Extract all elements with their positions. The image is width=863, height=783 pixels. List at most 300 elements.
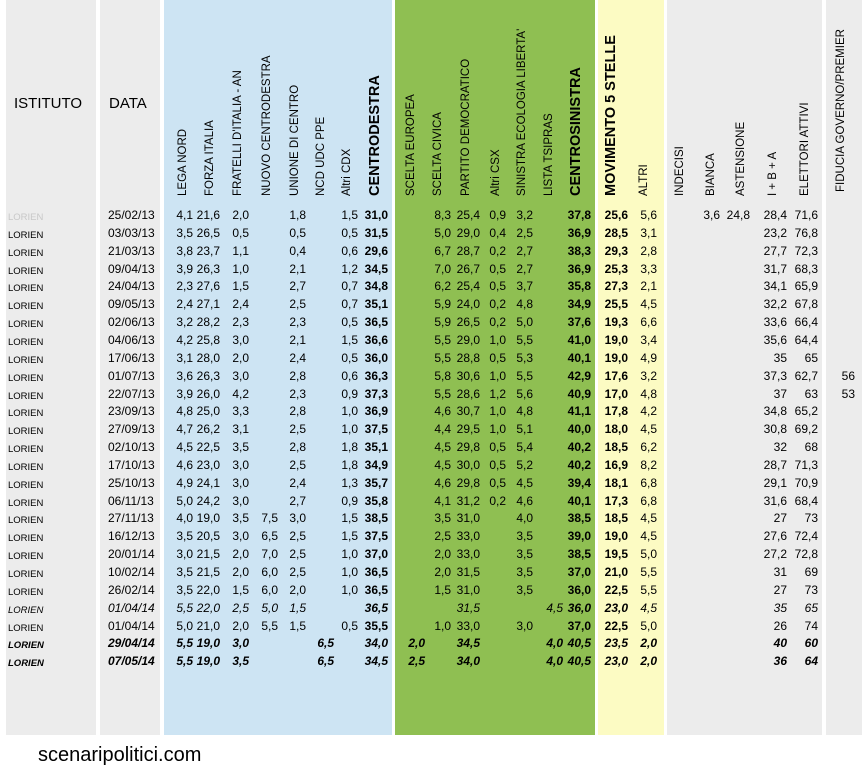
value-cell-cdx: 34,9 xyxy=(364,458,388,472)
value-cell-pd: 26,5 xyxy=(456,315,480,329)
value-cell-se: 2,5 xyxy=(408,654,425,668)
value-cell-csx: 41,0 xyxy=(567,333,591,347)
value-cell-cdx: 34,8 xyxy=(364,279,388,293)
value-cell-fi: 23,0 xyxy=(196,458,220,472)
table-row xyxy=(0,208,863,225)
value-cell-altricdx: 0,9 xyxy=(341,387,358,401)
value-cell-pd: 34,5 xyxy=(456,636,480,650)
column-header-pd: PARTITO DEMOCRATICO xyxy=(460,58,472,196)
value-cell-udc: 0,4 xyxy=(289,244,306,258)
value-cell-altricdx: 0,9 xyxy=(341,494,358,508)
value-cell-pd: 28,8 xyxy=(456,351,480,365)
value-cell-m5s: 22,5 xyxy=(604,583,628,597)
value-cell-altricdx: 1,8 xyxy=(341,458,358,472)
date-cell: 24/04/13 xyxy=(108,279,155,293)
value-cell-ibaa: 31,7 xyxy=(763,262,787,276)
column-header-ncd: NUOVO CENTRODESTRA xyxy=(261,55,273,196)
istituto-cell: LORIEN xyxy=(8,248,44,259)
data-header: DATA xyxy=(109,95,147,112)
value-cell-altri: 4,5 xyxy=(640,297,657,311)
value-cell-sel: 5,3 xyxy=(516,351,533,365)
value-cell-csx: 38,3 xyxy=(567,244,591,258)
value-cell-fi: 26,5 xyxy=(196,226,220,240)
value-cell-cdx: 37,3 xyxy=(364,387,388,401)
column-header-indecisi: INDECISI xyxy=(674,146,686,196)
value-cell-fdi: 3,0 xyxy=(232,476,249,490)
value-cell-lega: 3,5 xyxy=(176,583,193,597)
column-header-se: SCELTA EUROPEA xyxy=(405,94,417,196)
value-cell-altricsx: 0,5 xyxy=(489,351,506,365)
table-row xyxy=(0,583,863,600)
value-cell-fi: 27,1 xyxy=(196,297,220,311)
date-cell: 17/06/13 xyxy=(108,351,155,365)
column-header-sel: SINISTRA ECOLOGIA LIBERTA' xyxy=(516,28,528,196)
value-cell-fdi: 3,5 xyxy=(232,654,249,668)
value-cell-csx: 34,9 xyxy=(567,297,591,311)
value-cell-sc: 2,0 xyxy=(434,565,451,579)
value-cell-altri: 4,5 xyxy=(640,601,657,615)
value-cell-altri: 5,5 xyxy=(640,583,657,597)
value-cell-lega: 4,9 xyxy=(176,476,193,490)
column-header-astensione: ASTENSIONE xyxy=(735,121,747,196)
value-cell-pd: 25,4 xyxy=(456,279,480,293)
value-cell-sc: 4,5 xyxy=(434,458,451,472)
value-cell-m5s: 29,3 xyxy=(604,244,628,258)
value-cell-elettori: 72,4 xyxy=(794,529,818,543)
value-cell-elettori: 69 xyxy=(804,565,818,579)
istituto-cell: LORIEN xyxy=(8,212,44,223)
value-cell-cdx: 38,5 xyxy=(364,511,388,525)
value-cell-sel: 4,5 xyxy=(516,476,533,490)
value-cell-altri: 5,0 xyxy=(640,619,657,633)
value-cell-ibaa: 29,1 xyxy=(763,476,787,490)
value-cell-ibaa: 27,7 xyxy=(763,244,787,258)
column-header-lega: LEGA NORD xyxy=(177,128,189,196)
value-cell-elettori: 63 xyxy=(804,387,818,401)
table-row xyxy=(0,529,863,546)
value-cell-fi: 21,5 xyxy=(196,547,220,561)
value-cell-ibaa: 35,6 xyxy=(763,333,787,347)
value-cell-cdx: 36,0 xyxy=(364,351,388,365)
value-cell-elettori: 67,8 xyxy=(794,297,818,311)
istituto-cell: LORIEN xyxy=(8,301,44,312)
value-cell-fdi: 2,5 xyxy=(232,601,249,615)
value-cell-lega: 4,5 xyxy=(176,440,193,454)
value-cell-altricdx: 1,5 xyxy=(341,511,358,525)
value-cell-fdi: 2,0 xyxy=(232,208,249,222)
table-row xyxy=(0,387,863,404)
value-cell-ibaa: 31,6 xyxy=(763,494,787,508)
istituto-cell: LORIEN xyxy=(8,658,44,669)
value-cell-altricdx: 1,0 xyxy=(341,422,358,436)
value-cell-fi: 19,0 xyxy=(196,654,220,668)
istituto-cell: LORIEN xyxy=(8,355,44,366)
column-header-csx: CENTROSINISTRA xyxy=(568,67,584,196)
value-cell-sc: 4,5 xyxy=(434,440,451,454)
value-cell-csx: 38,5 xyxy=(567,547,591,561)
value-cell-altricsx: 1,0 xyxy=(489,369,506,383)
value-cell-altricsx: 0,5 xyxy=(489,279,506,293)
value-cell-sel: 3,5 xyxy=(516,565,533,579)
value-cell-fdi: 4,2 xyxy=(232,387,249,401)
value-cell-pd: 33,0 xyxy=(456,547,480,561)
value-cell-cdx: 35,5 xyxy=(364,619,388,633)
table-row xyxy=(0,636,863,653)
value-cell-ibaa: 35 xyxy=(773,351,787,365)
istituto-cell: LORIEN xyxy=(8,283,44,294)
value-cell-pd: 34,0 xyxy=(456,654,480,668)
value-cell-cdx: 34,0 xyxy=(364,636,388,650)
value-cell-sel: 3,5 xyxy=(516,547,533,561)
value-cell-csx: 40,5 xyxy=(567,654,591,668)
value-cell-ibaa: 27,2 xyxy=(763,547,787,561)
value-cell-elettori: 66,4 xyxy=(794,315,818,329)
istituto-cell: LORIEN xyxy=(8,569,44,580)
value-cell-ibaa: 34,8 xyxy=(763,404,787,418)
value-cell-lega: 3,0 xyxy=(176,547,193,561)
value-cell-fi: 26,2 xyxy=(196,422,220,436)
value-cell-lega: 3,8 xyxy=(176,244,193,258)
column-header-altri: ALTRI xyxy=(638,164,650,196)
value-cell-ncd: 6,0 xyxy=(261,583,278,597)
value-cell-elettori: 68 xyxy=(804,440,818,454)
value-cell-altricdx: 1,0 xyxy=(341,404,358,418)
value-cell-ibaa: 35 xyxy=(773,601,787,615)
value-cell-sc: 5,5 xyxy=(434,333,451,347)
value-cell-udc: 2,3 xyxy=(289,315,306,329)
date-cell: 09/05/13 xyxy=(108,297,155,311)
value-cell-m5s: 19,5 xyxy=(604,547,628,561)
value-cell-altricdx: 0,7 xyxy=(341,279,358,293)
value-cell-ibaa: 40 xyxy=(773,636,787,650)
value-cell-m5s: 19,0 xyxy=(604,529,628,543)
value-cell-csx: 39,4 xyxy=(567,476,591,490)
value-cell-tsipras: 4,5 xyxy=(546,601,563,615)
value-cell-altri: 6,8 xyxy=(640,494,657,508)
value-cell-elettori: 68,4 xyxy=(794,494,818,508)
value-cell-csx: 40,2 xyxy=(567,440,591,454)
value-cell-cdx: 37,0 xyxy=(364,547,388,561)
value-cell-sel: 4,8 xyxy=(516,404,533,418)
column-header-altricsx: Altri CSX xyxy=(490,149,502,196)
value-cell-sc: 5,5 xyxy=(434,351,451,365)
date-cell: 23/09/13 xyxy=(108,404,155,418)
value-cell-pd: 30,0 xyxy=(456,458,480,472)
value-cell-m5s: 18,0 xyxy=(604,422,628,436)
value-cell-cdx: 37,5 xyxy=(364,422,388,436)
date-cell: 22/07/13 xyxy=(108,387,155,401)
date-cell: 01/04/14 xyxy=(108,601,155,615)
value-cell-altri: 2,1 xyxy=(640,279,657,293)
value-cell-m5s: 22,5 xyxy=(604,619,628,633)
value-cell-m5s: 21,0 xyxy=(604,565,628,579)
value-cell-csx: 41,1 xyxy=(567,404,591,418)
value-cell-elettori: 73 xyxy=(804,583,818,597)
value-cell-m5s: 25,3 xyxy=(604,262,628,276)
value-cell-elettori: 71,6 xyxy=(794,208,818,222)
value-cell-udc: 1,5 xyxy=(289,619,306,633)
value-cell-altri: 4,8 xyxy=(640,387,657,401)
value-cell-ncdudc: 6,5 xyxy=(317,636,334,650)
value-cell-pd: 29,0 xyxy=(456,333,480,347)
table-row xyxy=(0,476,863,493)
value-cell-sc: 3,5 xyxy=(434,511,451,525)
date-cell: 16/12/13 xyxy=(108,529,155,543)
value-cell-fdi: 3,0 xyxy=(232,333,249,347)
date-cell: 27/11/13 xyxy=(108,511,154,525)
value-cell-udc: 2,8 xyxy=(289,440,306,454)
date-cell: 10/02/14 xyxy=(108,565,155,579)
value-cell-lega: 4,8 xyxy=(176,404,193,418)
value-cell-altricdx: 1,5 xyxy=(341,333,358,347)
value-cell-ibaa: 33,6 xyxy=(763,315,787,329)
value-cell-ibaa: 26 xyxy=(773,619,787,633)
value-cell-fdi: 3,5 xyxy=(232,511,249,525)
value-cell-ncd: 6,5 xyxy=(261,529,278,543)
value-cell-altri: 5,6 xyxy=(640,208,657,222)
value-cell-altricdx: 1,0 xyxy=(341,583,358,597)
value-cell-altricsx: 0,2 xyxy=(489,315,506,329)
value-cell-sel: 5,2 xyxy=(516,458,533,472)
value-cell-fi: 21,6 xyxy=(196,208,220,222)
value-cell-csx: 36,0 xyxy=(567,601,591,615)
value-cell-ncd: 7,0 xyxy=(261,547,278,561)
value-cell-elettori: 62,7 xyxy=(794,369,818,383)
value-cell-altricsx: 0,4 xyxy=(489,226,506,240)
value-cell-fi: 21,0 xyxy=(196,619,220,633)
value-cell-m5s: 23,5 xyxy=(604,636,628,650)
date-cell: 07/05/14 xyxy=(108,654,155,668)
table-row xyxy=(0,511,863,528)
value-cell-udc: 0,5 xyxy=(289,226,306,240)
value-cell-altricdx: 0,5 xyxy=(341,619,358,633)
table-row xyxy=(0,333,863,350)
istituto-cell: LORIEN xyxy=(8,623,44,634)
column-header-tsipras: LISTA TSIPRAS xyxy=(543,113,555,196)
value-cell-ibaa: 28,7 xyxy=(763,458,787,472)
value-cell-udc: 3,0 xyxy=(289,511,306,525)
value-cell-udc: 2,4 xyxy=(289,476,306,490)
value-cell-sc: 4,1 xyxy=(434,494,451,508)
value-cell-sc: 1,0 xyxy=(434,619,451,633)
date-cell: 09/04/13 xyxy=(108,262,155,276)
value-cell-csx: 40,1 xyxy=(567,351,591,365)
value-cell-fdi: 3,3 xyxy=(232,404,249,418)
value-cell-udc: 2,5 xyxy=(289,529,306,543)
source-footer: scenaripolitici.com xyxy=(38,744,202,766)
value-cell-sc: 5,9 xyxy=(434,315,451,329)
value-cell-sel: 3,5 xyxy=(516,583,533,597)
value-cell-sel: 3,2 xyxy=(516,208,533,222)
value-cell-udc: 2,0 xyxy=(289,583,306,597)
value-cell-udc: 2,1 xyxy=(289,262,306,276)
value-cell-udc: 2,5 xyxy=(289,297,306,311)
value-cell-fiducia: 53 xyxy=(841,387,855,401)
value-cell-altricsx: 1,2 xyxy=(489,387,506,401)
table-row xyxy=(0,226,863,243)
value-cell-udc: 1,8 xyxy=(289,208,306,222)
date-cell: 02/10/13 xyxy=(108,440,155,454)
value-cell-csx: 36,0 xyxy=(567,583,591,597)
value-cell-altri: 3,3 xyxy=(640,262,657,276)
value-cell-sc: 4,6 xyxy=(434,476,451,490)
value-cell-fi: 22,0 xyxy=(196,601,220,615)
value-cell-lega: 5,5 xyxy=(176,636,193,650)
value-cell-altri: 4,5 xyxy=(640,422,657,436)
value-cell-elettori: 70,9 xyxy=(794,476,818,490)
value-cell-altri: 6,2 xyxy=(640,440,657,454)
value-cell-cdx: 36,9 xyxy=(364,404,388,418)
value-cell-sel: 5,6 xyxy=(516,387,533,401)
istituto-cell: LORIEN xyxy=(8,319,44,330)
value-cell-lega: 4,6 xyxy=(176,458,193,472)
date-cell: 27/09/13 xyxy=(108,422,155,436)
value-cell-altricdx: 1,8 xyxy=(341,440,358,454)
value-cell-cdx: 31,0 xyxy=(364,208,388,222)
value-cell-cdx: 36,5 xyxy=(364,315,388,329)
value-cell-sel: 5,1 xyxy=(516,422,533,436)
value-cell-ibaa: 32 xyxy=(773,440,787,454)
table-row xyxy=(0,458,863,475)
value-cell-altricdx: 1,5 xyxy=(341,208,358,222)
value-cell-elettori: 65,9 xyxy=(794,279,818,293)
table-row xyxy=(0,547,863,564)
value-cell-fi: 23,7 xyxy=(196,244,220,258)
value-cell-altri: 3,2 xyxy=(640,369,657,383)
column-header-m5s: MOVIMENTO 5 STELLE xyxy=(603,35,619,196)
value-cell-altricsx: 0,5 xyxy=(489,458,506,472)
value-cell-ibaa: 30,8 xyxy=(763,422,787,436)
value-cell-altri: 2,0 xyxy=(640,636,657,650)
value-cell-csx: 37,0 xyxy=(567,565,591,579)
column-header-elettori: ELETTORI ATTIVI xyxy=(799,102,811,196)
value-cell-sel: 3,0 xyxy=(516,619,533,633)
value-cell-sc: 6,2 xyxy=(434,279,451,293)
value-cell-ibaa: 31 xyxy=(773,565,787,579)
column-header-bianca: BIANCA xyxy=(705,153,717,196)
value-cell-lega: 4,1 xyxy=(176,208,193,222)
value-cell-elettori: 74 xyxy=(804,619,818,633)
value-cell-elettori: 72,8 xyxy=(794,547,818,561)
value-cell-pd: 30,7 xyxy=(456,404,480,418)
value-cell-pd: 31,0 xyxy=(456,511,480,525)
value-cell-ncd: 7,5 xyxy=(261,511,278,525)
value-cell-altricsx: 0,2 xyxy=(489,494,506,508)
value-cell-fdi: 3,0 xyxy=(232,636,249,650)
value-cell-cdx: 37,5 xyxy=(364,529,388,543)
date-cell: 21/03/13 xyxy=(108,244,155,258)
value-cell-pd: 29,0 xyxy=(456,226,480,240)
value-cell-pd: 28,6 xyxy=(456,387,480,401)
value-cell-m5s: 23,0 xyxy=(604,601,628,615)
value-cell-udc: 1,5 xyxy=(289,601,306,615)
value-cell-m5s: 19,0 xyxy=(604,351,628,365)
value-cell-csx: 42,9 xyxy=(567,369,591,383)
value-cell-lega: 3,6 xyxy=(176,369,193,383)
value-cell-fi: 20,5 xyxy=(196,529,220,543)
istituto-cell: LORIEN xyxy=(8,551,44,562)
value-cell-elettori: 64 xyxy=(804,654,818,668)
value-cell-lega: 3,9 xyxy=(176,262,193,276)
date-cell: 04/06/13 xyxy=(108,333,155,347)
value-cell-fdi: 3,0 xyxy=(232,529,249,543)
column-header-fdi: FRATELLI D'ITALIA - AN xyxy=(232,70,244,196)
value-cell-fi: 27,6 xyxy=(196,279,220,293)
value-cell-altri: 4,2 xyxy=(640,404,657,418)
value-cell-m5s: 17,8 xyxy=(604,404,628,418)
value-cell-cdx: 36,6 xyxy=(364,333,388,347)
value-cell-astensione: 24,8 xyxy=(726,208,750,222)
column-header-sc: SCELTA CIVICA xyxy=(432,112,444,196)
value-cell-udc: 2,3 xyxy=(289,387,306,401)
value-cell-se: 2,0 xyxy=(408,636,425,650)
value-cell-ibaa: 37,3 xyxy=(763,369,787,383)
value-cell-csx: 36,9 xyxy=(567,226,591,240)
value-cell-ncd: 5,5 xyxy=(261,619,278,633)
value-cell-fi: 22,0 xyxy=(196,583,220,597)
table-row xyxy=(0,279,863,296)
value-cell-m5s: 18,5 xyxy=(604,511,628,525)
value-cell-altricsx: 0,5 xyxy=(489,440,506,454)
value-cell-sc: 2,0 xyxy=(434,547,451,561)
value-cell-fdi: 2,4 xyxy=(232,297,249,311)
value-cell-fdi: 1,5 xyxy=(232,279,249,293)
date-cell: 25/10/13 xyxy=(108,476,155,490)
value-cell-tsipras: 4,0 xyxy=(546,654,563,668)
value-cell-lega: 2,3 xyxy=(176,279,193,293)
value-cell-altri: 4,9 xyxy=(640,351,657,365)
value-cell-fdi: 1,1 xyxy=(232,244,249,258)
value-cell-m5s: 25,5 xyxy=(604,297,628,311)
value-cell-lega: 4,7 xyxy=(176,422,193,436)
value-cell-udc: 2,1 xyxy=(289,333,306,347)
value-cell-lega: 3,9 xyxy=(176,387,193,401)
value-cell-elettori: 76,8 xyxy=(794,226,818,240)
value-cell-altricdx: 1,0 xyxy=(341,547,358,561)
value-cell-csx: 40,5 xyxy=(567,636,591,650)
value-cell-sel: 4,0 xyxy=(516,511,533,525)
table-row xyxy=(0,654,863,671)
value-cell-lega: 2,4 xyxy=(176,297,193,311)
istituto-cell: LORIEN xyxy=(8,533,44,544)
value-cell-fdi: 2,0 xyxy=(232,547,249,561)
istituto-cell: LORIEN xyxy=(8,480,44,491)
value-cell-altricdx: 0,7 xyxy=(341,297,358,311)
value-cell-elettori: 65 xyxy=(804,601,818,615)
value-cell-udc: 2,8 xyxy=(289,404,306,418)
value-cell-fi: 24,2 xyxy=(196,494,220,508)
table-row xyxy=(0,440,863,457)
value-cell-elettori: 71,3 xyxy=(794,458,818,472)
value-cell-fdi: 3,0 xyxy=(232,458,249,472)
value-cell-fi: 19,0 xyxy=(196,511,220,525)
value-cell-fdi: 3,0 xyxy=(232,369,249,383)
value-cell-lega: 5,5 xyxy=(176,601,193,615)
value-cell-lega: 3,5 xyxy=(176,226,193,240)
column-header-altricdx: Altri CDX xyxy=(341,148,353,196)
value-cell-fi: 26,3 xyxy=(196,262,220,276)
value-cell-bianca: 3,6 xyxy=(703,208,720,222)
value-cell-lega: 4,2 xyxy=(176,333,193,347)
value-cell-m5s: 23,0 xyxy=(604,654,628,668)
value-cell-m5s: 18,1 xyxy=(604,476,628,490)
value-cell-cdx: 35,7 xyxy=(364,476,388,490)
value-cell-pd: 25,4 xyxy=(456,208,480,222)
value-cell-pd: 31,5 xyxy=(456,601,480,615)
value-cell-cdx: 36,5 xyxy=(364,601,388,615)
istituto-header: ISTITUTO xyxy=(14,95,83,112)
value-cell-cdx: 35,8 xyxy=(364,494,388,508)
